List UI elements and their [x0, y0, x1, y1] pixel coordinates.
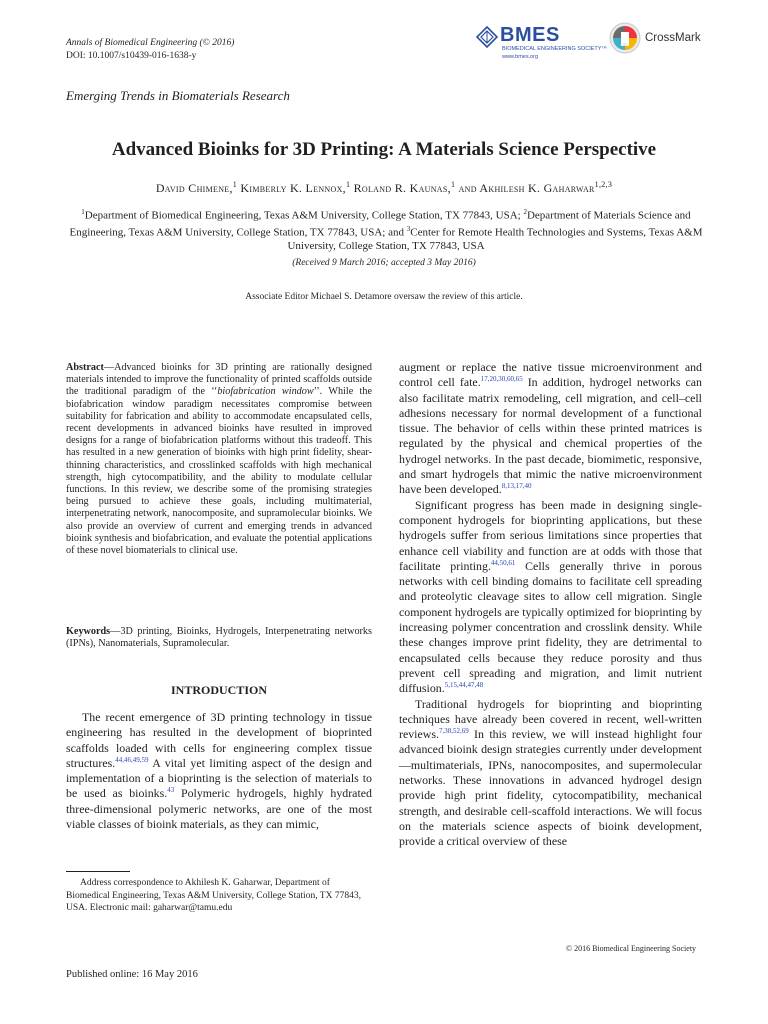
right-column — [399, 360, 702, 850]
paragraph-text: The recent emergence of 3D printing technology in tissue engineering has resulted in the development of bioprinted scaffolds loaded with cells for engineering complex tissue structures. — [66, 710, 372, 770]
citation-link[interactable]: 17,20,30,60,65 — [480, 375, 523, 384]
abstract — [66, 362, 372, 557]
paragraph-continued — [399, 360, 702, 498]
doi[interactable]: DOI: 10.1007/s10439-016-1638-y — [66, 51, 197, 61]
affiliations: $^1$Department of Biomedical Engineering, Texas A&M University, College Station, TX 77843, USA; $^2$Department of Materials Science and Engineering, Texas A&M University, College Station, TX 77843, USA; and $^3$Center for Remote Health Technologies and Systems, Texas A&M University, College Station, TX 77843, USA — [69, 208, 703, 253]
paragraph-text: Traditional hydrogels for bioprinting and bioprinting techniques have already been covered in recent, well-written reviews. — [399, 696, 702, 742]
author-affiliation: 1 — [450, 180, 456, 189]
author-name: Kimberly K. Lennox, — [240, 181, 346, 195]
keywords-text: —3D printing, Bioinks, Hydrogels, Interpenetrating networks (IPNs), Nanomaterials, Supramolecular. — [66, 626, 372, 650]
bmes-subtitle: BIOMEDICAL ENGINEERING SOCIETY™ — [502, 46, 607, 52]
abstract-italic: biofabrication window — [217, 386, 314, 398]
introduction-heading: INTRODUCTION — [170, 683, 267, 697]
section-label: Emerging Trends in Biomaterials Research — [66, 88, 290, 103]
abstract-text-cont: ’’. While the biofabrication window paradigm necessitates compromise between suitability for fabrication and ability to accommodate encapsulated cells, recent developments in advanced bioinks have resulted in improved designs for a range of biofabrication platforms without this tradeoff. This has resulted in a new generation of bioinks with high print fidelity, shear-thinning characteristics, and crosslinked scaffolds with high mechanical strength, high cytocompatibility, and the ability to modulate cellular functions. In this review, we describe some of the promising strategies being pursued to achieve these goals, including multimaterial, interpenetrating network, nanocomposite, and supramolecular bioinks. We also provide an overview of current and emerging trends in advanced bioink synthesis and biofabrication, and evaluate the potential applications of these novel biomaterials to clinical use. — [66, 386, 372, 557]
paragraph-text: augment or replace the native tissue microenvironment and control cell fate. — [399, 360, 702, 390]
keywords — [66, 626, 372, 650]
paragraph-text: A vital yet limiting aspect of the design and implementation of a bioprinting is the selection of materials to be used as bioinks. — [66, 755, 372, 801]
paragraph-text: In this review, we will instead highlight four advanced bioink design strategies currently under development—multimaterials, IPNs, nanocomposites, and supermolecular networks. These innovations in advanced hydrogel design provide high print fidelity, cytocompatibility, mechanical strength, and desirable cell-scaffold interactions. We will focus on the materials science aspects of bioink development, provide a critical overview of these — [399, 727, 702, 849]
affiliation-3: Center for Remote Health Technologies and Systems, Texas A&M University, College Station, TX 77843, USA — [287, 226, 703, 253]
paragraph-text: Polymeric hydrogels, highly hydrated three-dimensional polymeric networks, are one of the most viable classes of bioink materials, as they can mimic, — [66, 786, 372, 832]
paragraph — [399, 498, 702, 697]
citation-link[interactable]: 8,13,17,40 — [501, 482, 532, 491]
paragraph — [399, 697, 702, 850]
author-list — [0, 180, 768, 196]
correspondence-footnote: Address correspondence to Akhilesh K. Gaharwar, Department of Biomedical Engineering, Texas A&M University, College Station, TX 77843, USA. Electronic mail: gaharwar@tamu.edu — [66, 878, 361, 913]
associate-editor-note: Associate Editor Michael S. Detamore oversaw the review of this article. — [245, 292, 523, 302]
author-affiliation: 1 — [345, 180, 351, 189]
bmes-url: www.bmes.org — [502, 54, 539, 60]
author-name: David Chimene, — [155, 181, 233, 195]
crossmark-badge[interactable] — [609, 22, 709, 56]
crossmark-icon — [609, 22, 641, 54]
bmes-logo[interactable] — [476, 22, 606, 62]
abstract-label: Abstract — [66, 362, 104, 373]
keywords-label: Keywords — [66, 626, 111, 637]
affiliation-1: Department of Biomedical Engineering, Texas A&M University, College Station, TX 77843, USA; — [84, 209, 524, 222]
article-title: Advanced Bioinks for 3D Printing: A Materials Science Perspective — [111, 139, 657, 160]
bmes-diamond-icon — [476, 26, 498, 48]
journal-name: Annals of Biomedical Engineering — [66, 38, 198, 48]
author-affiliation: 1 — [232, 180, 238, 189]
paragraph-text: Significant progress has been made in designing single-component hydrogels for bioprinting applications, but these hydrogels suffer from serious limitations since properties that enhance cell viability and function are at odds with those that facilitate printing. — [399, 497, 702, 573]
citation-link[interactable]: 43 — [167, 786, 175, 795]
footnote-rule — [66, 871, 130, 872]
society-copyright: © 2016 Biomedical Engineering Society — [566, 944, 697, 953]
abstract-text: —Advanced bioinks for 3D printing are rationally designed materials intended to improve the functionality of printed scaffolds outside the traditional paradigm of the ‘‘ — [66, 362, 372, 398]
citation-link[interactable]: 44,50,61 — [490, 558, 516, 567]
citation-link[interactable]: 5,15,44,47,48 — [444, 681, 484, 690]
journal-info — [66, 37, 234, 63]
author-name: Roland R. Kaunas, — [353, 181, 451, 195]
introduction-paragraph — [66, 710, 372, 832]
affiliation-2: Department of Materials Science and Engineering, Texas A&M University, College Station, TX 77843, USA; and — [69, 209, 691, 239]
citation-link[interactable]: 44,46,49,59 — [115, 755, 149, 764]
journal-year: (© 2016) — [197, 38, 235, 48]
paragraph-text: Cells generally thrive in porous networks with cell binding domains to facilitate cell spreading and proteolytic cleavage sites to allow cell migration. Single component hydrogels are typically optimized for bioprinting by increasing polymer concentration and crosslink density. While these changes improve print fidelity, they are detrimental to encapsulated cells because they reduce porosity and thus prevent cell spreading and migration, and limit nutrient diffusion. — [399, 558, 702, 696]
bmes-wordmark: BMES — [500, 24, 560, 46]
author-affiliation: 1,2,3 — [594, 180, 613, 189]
published-date: Published online: 16 May 2016 — [66, 969, 198, 980]
author-name: and Akhilesh K. Gaharwar — [458, 181, 595, 195]
crossmark-label: CrossMark — [645, 32, 701, 44]
received-dates: (Received 9 March 2016; accepted 3 May 2016) — [292, 258, 476, 268]
paragraph-text: In addition, hydrogel networks can also facilitate matrix remodeling, cell migration, and cell–cell adhesions necessary for normal development of a functional tissue. The behavior of cells within these printed matrices is regulated by the physical and chemical properties of the hydrogel networks. In the past decade, biomimetic, responsive, and smart hydrogels that mimic the native microenvironment have been developed. — [399, 375, 702, 497]
citation-link[interactable]: 7,38,52,69 — [438, 727, 469, 736]
